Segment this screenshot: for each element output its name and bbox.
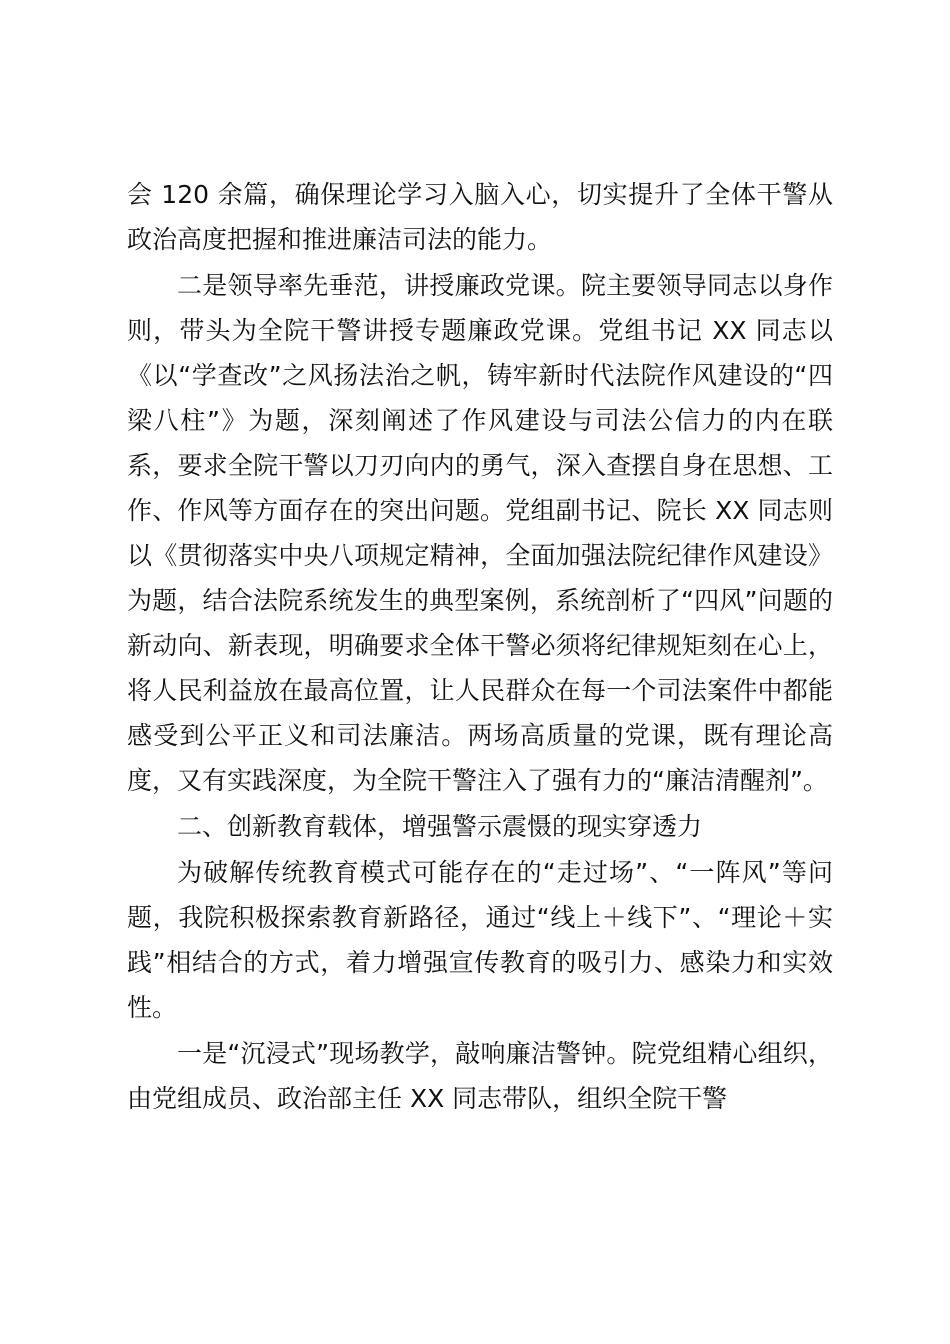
paragraph-continuation: 会 120 余篇，确保理论学习入脑入心，切实提升了全体干警从政治高度把握和推进廉洁司法的能力。 (127, 180, 833, 254)
paragraph-immersive-teaching: 一是“沉浸式”现场教学，敲响廉洁警钟。院党组精心组织，由党组成员、政治部主任 XX 同志带队，组织全院干警 (127, 1039, 833, 1113)
paragraph-innovation: 为破解传统教育模式可能存在的“走过场”、“一阵风”等问题，我院积极探索教育新路径，通过“线上＋线下”、“理论＋实践”相结合的方式，着力增强宣传教育的吸引力、感染力和实效性。 (127, 858, 833, 1022)
paragraph-leadership-lecture: 二是领导率先垂范，讲授廉政党课。院主要领导同志以身作则，带头为全院干警讲授专题廉政党课。党组书记 XX 同志以《以“学查改”之风扬法治之帆，铸牢新时代法院作风建设的“四梁八柱”》为题，深刻阐述了作风建设与司法公信力的内在联系，要求全院干警以刀刃向内的勇气，深入查摆自身在思想、工作、作风等方面存在的突出问题。党组副书记、院长 XX 同志则以《贯彻落实中央八项规定精神，全面加强法院纪律作风建设》为题，结合法院系统发生的典型案例，系统剖析了“四风”问题的新动向、新表现，明确要求全体干警必须将纪律规矩刻在心上，将人民利益放在最高位置，让人民群众在每一个司法案件中都能感受到公平正义和司法廉洁。两场高质量的党课，既有理论高度，又有实践深度，为全院干警注入了强有力的“廉洁清醒剂”。 (127, 271, 833, 795)
section-heading-2: 二、创新教育载体，增强警示震慑的现实穿透力 (177, 812, 703, 841)
document-body (127, 172, 833, 1121)
